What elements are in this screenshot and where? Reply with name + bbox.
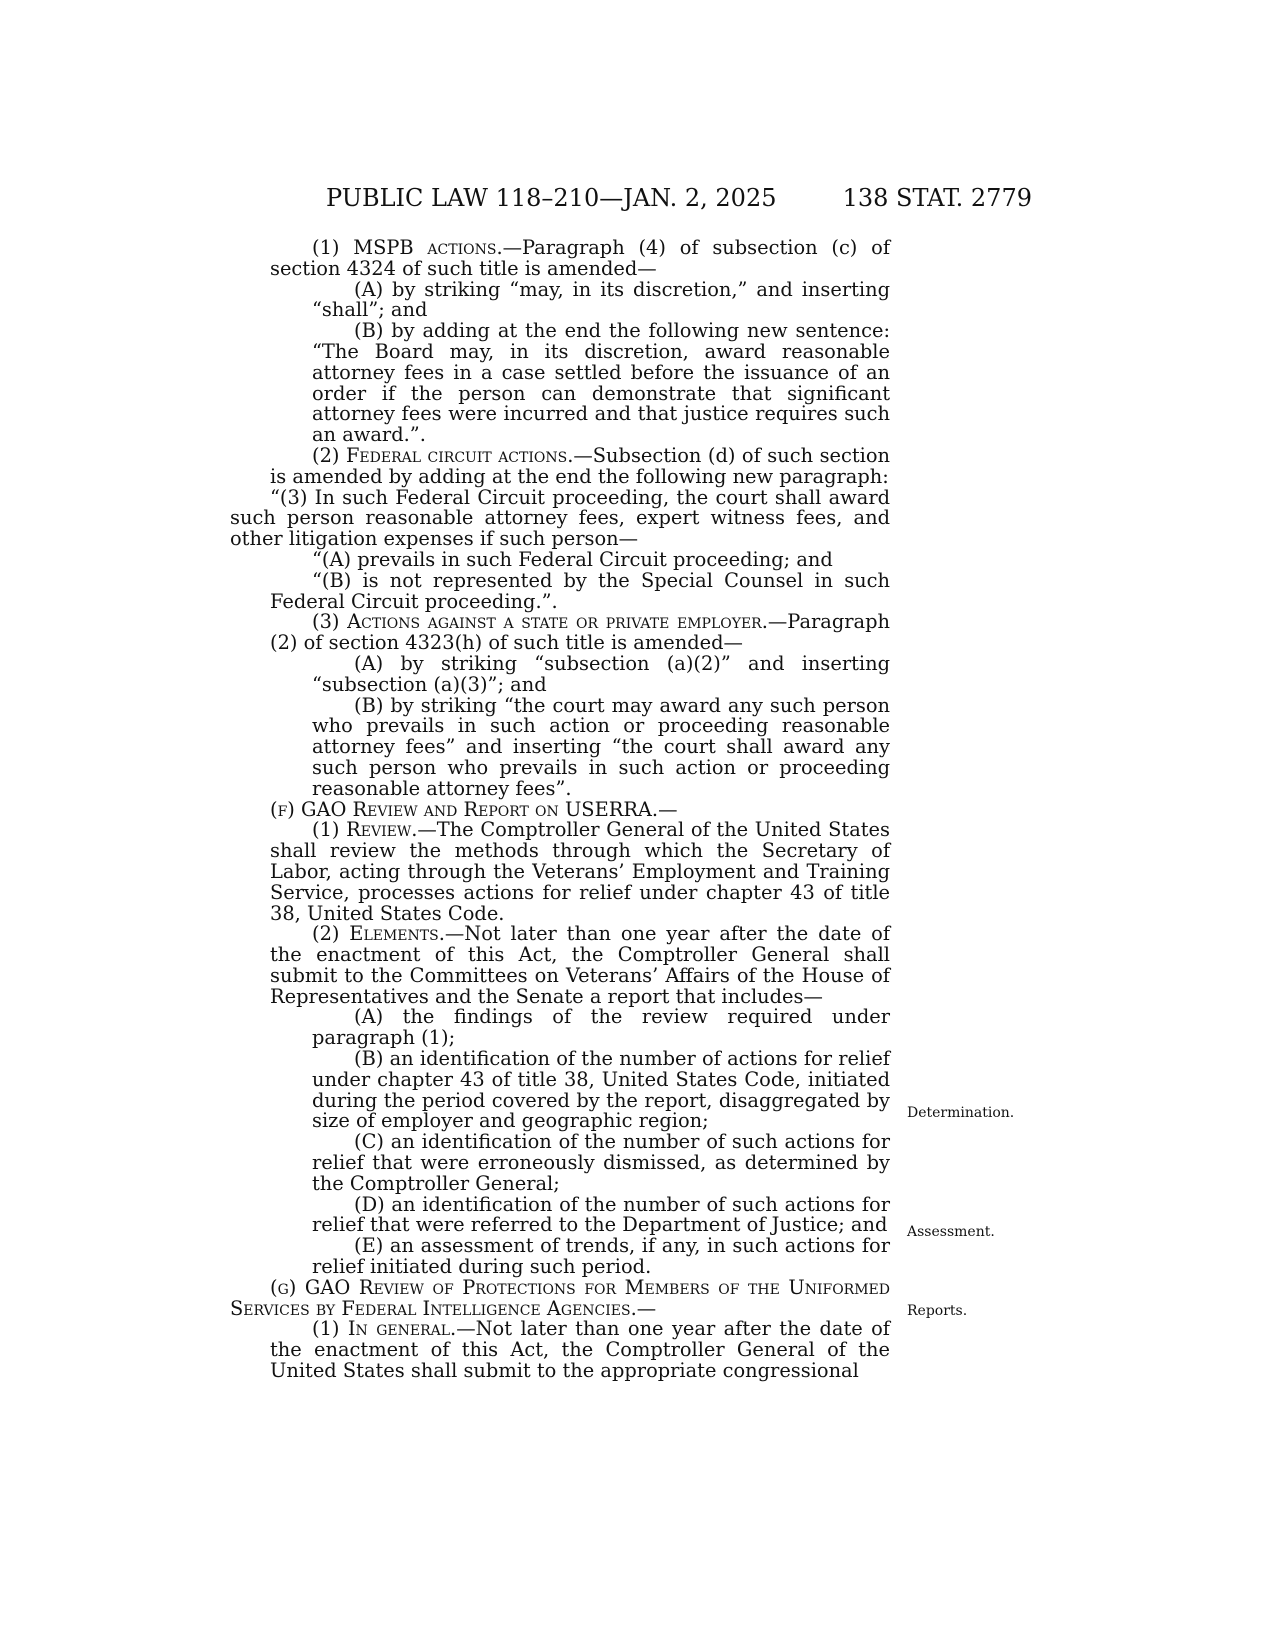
- paragraph-text: —Not later than one year after the date of the enactment of this Act, the Comptroller General of the United States shall submit to the appropriate congressional: [270, 1317, 890, 1383]
- paragraph: [230, 693, 890, 800]
- paragraph-text: “(A) prevails in such Federal Circuit proceeding; and: [312, 547, 833, 571]
- paragraph: [230, 1319, 890, 1381]
- paragraph-heading: (1) Review.: [312, 818, 418, 842]
- paragraph: [230, 1007, 890, 1049]
- paragraph: [230, 547, 890, 571]
- paragraph: [230, 443, 891, 488]
- paragraph: [230, 797, 890, 821]
- paragraph: [230, 612, 890, 654]
- paragraph-heading: (2) Elements.: [312, 922, 445, 946]
- paragraph-heading: (2) Federal circuit actions.: [312, 443, 574, 467]
- paragraph-text: —: [658, 797, 678, 821]
- paragraph: [230, 568, 890, 613]
- margin-note-determination: Determination.: [907, 1105, 1015, 1121]
- paragraph: [230, 321, 890, 446]
- paragraph: [230, 277, 890, 322]
- paragraph-text: (A) the findings of the review required under paragraph (1);: [312, 1005, 890, 1050]
- paragraph-text: —: [636, 1296, 657, 1320]
- paragraph-text: (B) by adding at the end the following new sentence: “The Board may, in its discretion, award reasonable attorney fees in a case settled before the issuance of an order if the person can demonstrate that significant attorney fees were incurred and that justice requires such an award.”.: [312, 319, 890, 447]
- paragraph: [230, 485, 890, 551]
- paragraph-text: (E) an assessment of trends, if any, in such actions for relief initiated during such period.: [312, 1234, 890, 1279]
- margin-note-assessment: Assessment.: [907, 1224, 995, 1240]
- paragraph-heading: (g) GAO Review of Protections for Members of the Uniformed Services by Federal Intelligence Agencies.: [230, 1275, 890, 1320]
- paragraph: [230, 820, 890, 924]
- running-head: [326, 180, 1032, 216]
- paragraph: [230, 238, 890, 280]
- paragraph-heading: (1) In general.: [312, 1317, 457, 1341]
- paragraph: [230, 924, 890, 1007]
- paragraph-text: (A) by striking “may, in its discretion,” and inserting “shall”; and: [312, 277, 890, 322]
- paragraph-text: —The Comptroller General of the United States shall review the methods through which the Secretary of Labor, acting through the Veterans’ Employment and Training Service, processes actions for relief under chapter 43 of title 38, United States Code.: [270, 818, 890, 925]
- paragraph-text: (D) an identification of the number of such actions for relief that were referred to the Department of Justice; and: [312, 1192, 890, 1237]
- paragraph-text: —Paragraph (2) of section 4323(h) of such title is amended—: [270, 610, 890, 655]
- margin-note-reports: Reports.: [907, 1303, 968, 1319]
- paragraph: [230, 1275, 890, 1320]
- paragraph-text: “(3) In such Federal Circuit proceeding, the court shall award such person reasonable attorney fees, expert witness fees, and other litigation expenses if such person—: [230, 485, 890, 551]
- paragraph-text: (B) by striking “the court may award any such person who prevails in such action or proceeding reasonable attorney fees” and inserting “the court shall award any such person who prevails in such action or proceeding reasonable attorney fees”.: [312, 693, 890, 800]
- paragraph: [230, 1049, 890, 1132]
- paragraph-heading: (1) MSPB actions.: [312, 236, 503, 259]
- paragraph-text: “(B) is not represented by the Special Counsel in such Federal Circuit proceeding.”.: [270, 568, 890, 613]
- paragraph-text: —Not later than one year after the date of the enactment of this Act, the Comptroller General shall submit to the Committees on Veterans’ Affairs of the House of Representatives and the Senate a report that includes—: [270, 922, 890, 1008]
- paragraph: [230, 1192, 890, 1237]
- law-body-text: [230, 238, 890, 1382]
- paragraph-heading: (f) GAO Review and Report on USERRA.: [270, 797, 659, 821]
- paragraph-text: —Subsection (d) of such section is amended by adding at the end the following new paragraph:: [270, 443, 891, 488]
- public-law-title: PUBLIC LAW 118–210—JAN. 2, 2025: [326, 184, 777, 212]
- paragraph: [230, 1132, 890, 1194]
- paragraph: [230, 651, 890, 696]
- paragraph-text: (C) an identification of the number of such actions for relief that were erroneously dismissed, as determined by the Comptroller General;: [312, 1130, 890, 1195]
- paragraph-text: (B) an identification of the number of actions for relief under chapter 43 of title 38, United States Code, initiated during the period covered by the report, disaggregated by size of employer and geographic region;: [312, 1047, 890, 1133]
- paragraph-text: —Paragraph (4) of subsection (c) of section 4324 of such title is amended—: [270, 236, 890, 280]
- statute-page-number: 138 STAT. 2779: [842, 184, 1032, 212]
- paragraph-heading: (3) Actions against a state or private employer.: [312, 610, 768, 634]
- paragraph-text: (A) by striking “subsection (a)(2)” and inserting “subsection (a)(3)”; and: [312, 651, 890, 696]
- paragraph: [230, 1236, 890, 1278]
